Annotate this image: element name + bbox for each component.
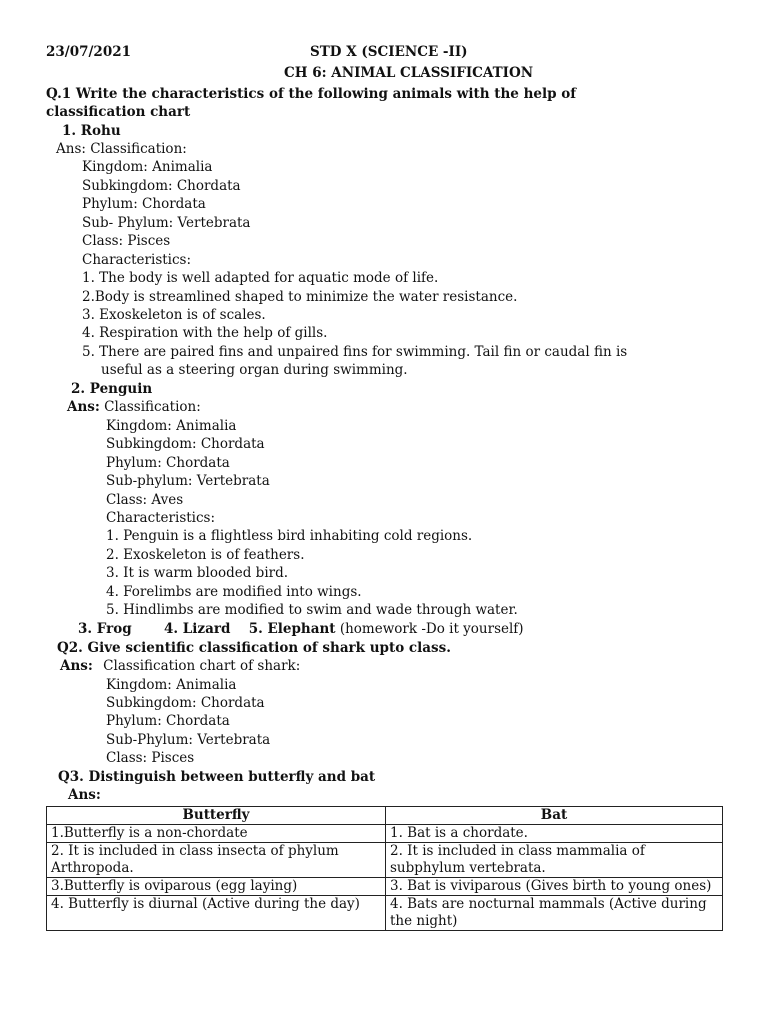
q2-class-line: Phylum: Chordata (106, 713, 230, 729)
rohu-char-heading: Characteristics: (82, 252, 192, 268)
homework-line (78, 620, 524, 638)
table-row (47, 825, 723, 843)
penguin-class-line: Kingdom: Animalia (106, 418, 237, 434)
rohu-title: 1. Rohu (62, 123, 121, 139)
penguin-ans (67, 398, 201, 416)
penguin-char-line: 5. Hindlimbs are modified to swim and wade through water. (106, 602, 518, 618)
penguin-char-line: 2. Exoskeleton is of feathers. (106, 547, 305, 563)
homework-elephant: 5. Elephant (248, 621, 336, 637)
q2-class-line: Kingdom: Animalia (106, 677, 237, 693)
penguin-class-line: Sub-phylum: Vertebrata (106, 473, 270, 489)
penguin-char-line: 3. It is warm blooded bird. (106, 565, 289, 581)
table-cell-butterfly: 2. It is included in class insecta of phylum Arthropoda. (47, 843, 386, 878)
q1-question-line2: classification chart (46, 104, 191, 120)
homework-note: (homework -Do it yourself) (339, 621, 524, 637)
homework-frog: 3. Frog (78, 621, 132, 637)
table-cell-bat: 2. It is included in class mammalia of subphylum vertebrata. (386, 843, 723, 878)
penguin-ans-label: Ans: (67, 399, 100, 415)
comparison-table (46, 806, 723, 931)
table-row (47, 878, 723, 896)
rohu-char-line: 1. The body is well adapted for aquatic mode of life. (82, 270, 439, 286)
penguin-class-line: Class: Aves (106, 492, 184, 508)
table-header-bat: Bat (386, 807, 723, 825)
q3-question: Q3. Distinguish between butterfly and bat (58, 769, 376, 785)
rohu-ans: Ans: Classification: (56, 141, 187, 157)
q2-ans-label: Ans: (60, 658, 93, 674)
penguin-title: 2. Penguin (71, 381, 153, 397)
rohu-char-line: 2.Body is streamlined shaped to minimize the water resistance. (82, 289, 518, 305)
table-cell-butterfly: 1.Butterfly is a non-chordate (47, 825, 386, 843)
table-cell-bat: 4. Bats are nocturnal mammals (Active during the night) (386, 896, 723, 931)
rohu-class-line: Sub- Phylum: Vertebrata (82, 215, 251, 231)
rohu-class-line: Subkingdom: Chordata (82, 178, 241, 194)
penguin-ans-text: Classification: (104, 399, 201, 415)
table-row (47, 896, 723, 931)
rohu-class-line: Class: Pisces (82, 233, 171, 249)
q2-ans (60, 657, 300, 675)
rohu-char-line: 3. Exoskeleton is of scales. (82, 307, 266, 323)
penguin-char-heading: Characteristics: (106, 510, 216, 526)
q2-class-line: Class: Pisces (106, 750, 195, 766)
q2-ans-text: Classification chart of shark: (103, 658, 301, 674)
table-header-row (47, 807, 723, 825)
header-std: STD X (SCIENCE -II) (310, 44, 468, 60)
rohu-class-line: Kingdom: Animalia (82, 159, 213, 175)
q2-question: Q2. Give scientific classification of shark upto class. (57, 640, 451, 656)
penguin-char-line: 4. Forelimbs are modified into wings. (106, 584, 362, 600)
q3-ans-label: Ans: (68, 787, 101, 803)
table-cell-bat: 1. Bat is a chordate. (386, 825, 723, 843)
q2-class-line: Subkingdom: Chordata (106, 695, 265, 711)
rohu-char-line: useful as a steering organ during swimming. (101, 362, 408, 378)
rohu-char-line: 5. There are paired fins and unpaired fins for swimming. Tail fin or caudal fin is (82, 344, 628, 360)
table-row (47, 843, 723, 878)
rohu-char-line: 4. Respiration with the help of gills. (82, 325, 328, 341)
table-header-butterfly: Butterfly (47, 807, 386, 825)
q1-question-line1: Q.1 Write the characteristics of the following animals with the help of (46, 86, 577, 102)
penguin-class-line: Subkingdom: Chordata (106, 436, 265, 452)
penguin-class-line: Phylum: Chordata (106, 455, 230, 471)
table-cell-butterfly: 4. Butterfly is diurnal (Active during the day) (47, 896, 386, 931)
header-date: 23/07/2021 (46, 44, 132, 60)
q2-class-line: Sub-Phylum: Vertebrata (106, 732, 271, 748)
header-chapter: CH 6: ANIMAL CLASSIFICATION (284, 65, 534, 81)
homework-lizard: 4. Lizard (164, 621, 231, 637)
rohu-class-line: Phylum: Chordata (82, 196, 206, 212)
penguin-char-line: 1. Penguin is a flightless bird inhabiting cold regions. (106, 528, 473, 544)
table-cell-bat: 3. Bat is viviparous (Gives birth to young ones) (386, 878, 723, 896)
table-cell-butterfly: 3.Butterfly is oviparous (egg laying) (47, 878, 386, 896)
